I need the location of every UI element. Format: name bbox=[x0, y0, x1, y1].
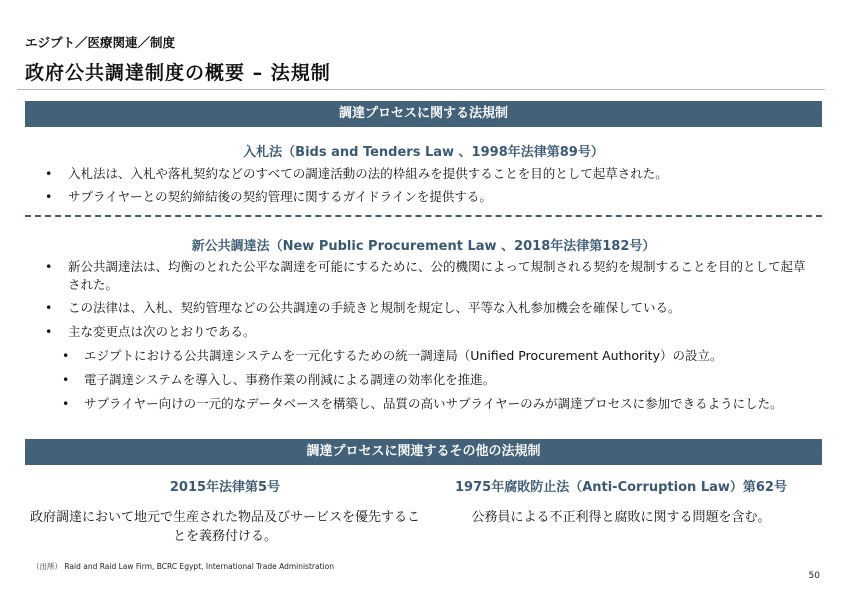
bullet-icon: • bbox=[45, 189, 53, 204]
bullet-icon: • bbox=[45, 166, 53, 181]
law-heading-new-public-procurement: 新公共調達法（New Public Procurement Law 、2018年法律第182号） bbox=[191, 239, 656, 254]
bullet-icon: • bbox=[45, 259, 53, 274]
bullet-item: • 主な変更点は次のとおりである。 bbox=[45, 324, 256, 339]
bullet-item: • 入札法は、入札や落札契約などのすべての調達活動の法的枠組みを提供することを目的として起草された。 bbox=[45, 166, 668, 181]
law-heading-anti-corruption: 1975年腐敗防止法（Anti-Corruption Law）第62号 bbox=[455, 480, 787, 495]
law-heading-bids-tenders: 入札法（Bids and Tenders Law 、1998年法律第89号） bbox=[243, 145, 604, 160]
source-note: （出所） Raid and Raid Law Firm, BCRC Egypt, International Trade Administration bbox=[32, 562, 334, 571]
bullet-icon: • bbox=[45, 324, 53, 339]
section-band-other-regulations: 調達プロセスに関連するその他の法規制 bbox=[25, 439, 822, 465]
law-heading-2015-law-5: 2015年法律第5号 bbox=[169, 480, 281, 495]
law-description-2015-law-5: 政府調達において地元で生産された物品及びサービスを優先することを義務付ける。 bbox=[29, 510, 420, 544]
dashed-divider bbox=[25, 215, 822, 217]
law-description-anti-corruption: 公務員による不正利得と腐敗に関する問題を含む。 bbox=[471, 510, 771, 525]
bullet-item: • サプライヤーとの契約締結後の契約管理に関するガイドラインを提供する。 bbox=[45, 189, 492, 204]
title-divider bbox=[17, 89, 825, 90]
bullet-item: • この法律は、入札、契約管理などの公共調達の手続きと規制を規定し、平等な入札参加機会を確保している。 bbox=[45, 300, 681, 315]
page-number: 50 bbox=[808, 571, 820, 581]
bullet-icon: • bbox=[45, 300, 53, 315]
sub-bullet-item: • 電子調達システムを導入し、事務作業の削減による調達の効率化を推進。 bbox=[62, 372, 496, 387]
bullet-icon: • bbox=[62, 396, 70, 411]
breadcrumb: エジプト／医療関連／制度 bbox=[25, 35, 176, 50]
bullet-icon: • bbox=[62, 372, 70, 387]
bullet-item: • 新公共調達法は、均衡のとれた公平な調達を可能にするために、公的機関によって規制される契約を規制することを目的として起草された。 bbox=[45, 259, 806, 292]
sub-bullet-item: • サプライヤー向けの一元的なデータベースを構築し、品質の高いサプライヤーのみが調達プロセスに参加できるようにした。 bbox=[62, 396, 783, 411]
section-band-procurement-regulations: 調達プロセスに関する法規制 bbox=[25, 101, 822, 127]
sub-bullet-item: • エジプトにおける公共調達システムを一元化するための統一調達局（Unified Procurement Authority）の設立。 bbox=[62, 348, 723, 363]
page-title: 政府公共調達制度の概要 – 法規制 bbox=[25, 62, 331, 84]
bullet-icon: • bbox=[62, 348, 70, 363]
